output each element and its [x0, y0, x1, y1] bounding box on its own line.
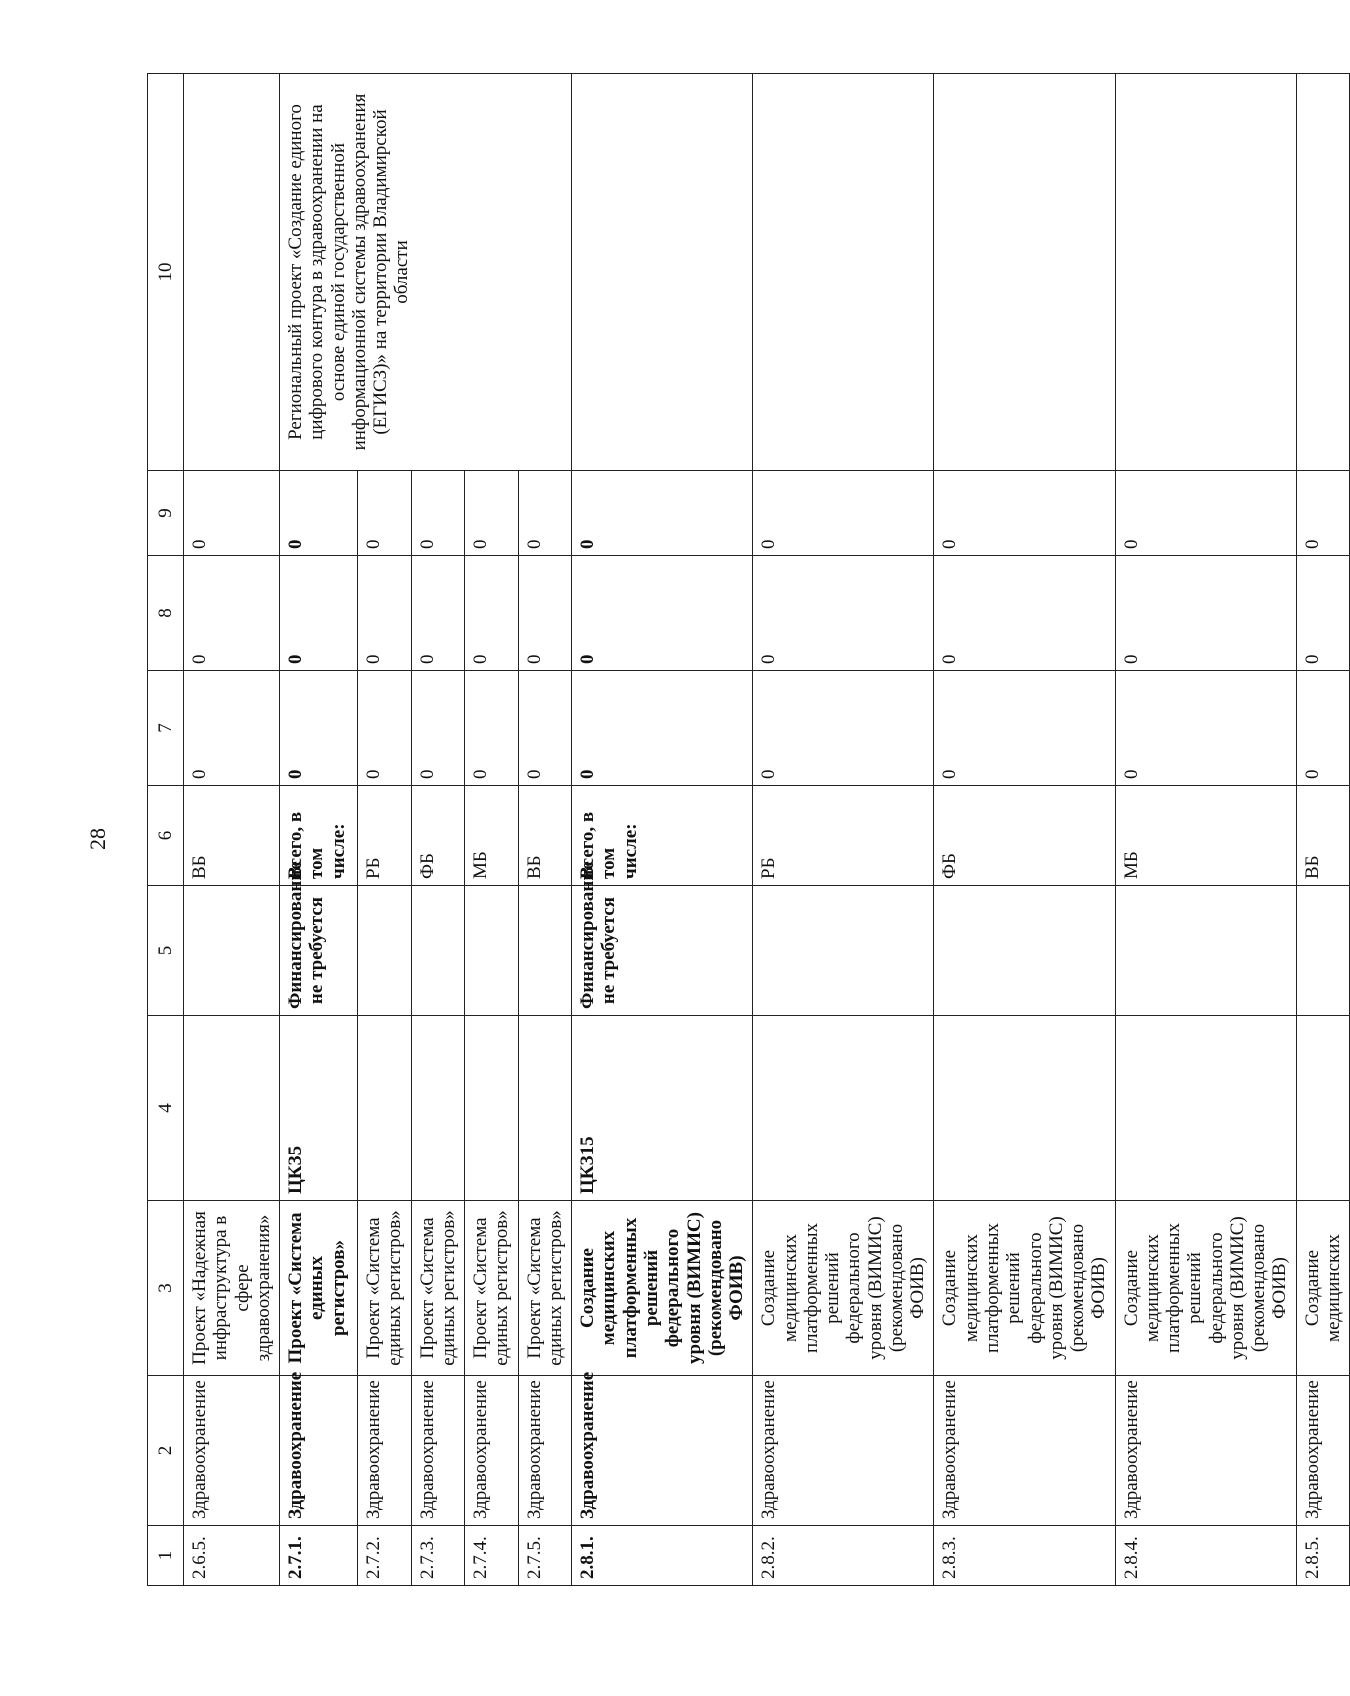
page-number: 28 — [85, 828, 110, 850]
header-cell: 9 — [148, 471, 184, 556]
header-cell: 8 — [148, 556, 184, 671]
row-source: ФБ — [934, 786, 1115, 886]
row-funding — [1296, 886, 1350, 1016]
row-domain: Здравоохранение — [753, 1376, 934, 1526]
row-code — [1296, 1016, 1350, 1201]
row-domain: Здравоохранение — [411, 1376, 465, 1526]
row-value-9: 0 — [358, 471, 412, 556]
row-domain: Здравоохранение — [358, 1376, 412, 1526]
rotated-table-container — [147, 74, 1344, 1586]
row-number: 2.6.5. — [184, 1526, 280, 1586]
row-value-7: 0 — [411, 671, 465, 786]
row-value-7: 0 — [518, 671, 572, 786]
row-value-7: 0 — [280, 671, 358, 786]
row-value-9: 0 — [465, 471, 519, 556]
header-row — [148, 74, 184, 1586]
row-number: 2.7.3. — [411, 1526, 465, 1586]
row-value-7: 0 — [465, 671, 519, 786]
row-note — [1296, 74, 1350, 471]
row-source: МБ — [1115, 786, 1296, 886]
row-note — [184, 74, 280, 471]
row-domain: Здравоохранение — [465, 1376, 519, 1526]
row-code — [518, 1016, 572, 1201]
row-code — [465, 1016, 519, 1201]
row-code — [934, 1016, 1115, 1201]
row-funding — [934, 886, 1115, 1016]
row-name: Проект «Система единых регистров» — [358, 1201, 412, 1376]
row-number: 2.7.1. — [280, 1526, 358, 1586]
header-cell: 6 — [148, 786, 184, 886]
row-note — [572, 74, 753, 471]
row-value-8: 0 — [1296, 556, 1350, 671]
header-cell: 5 — [148, 886, 184, 1016]
row-value-8: 0 — [572, 556, 753, 671]
row-source: ВБ — [518, 786, 572, 886]
row-name: Создание медицинских платформенных решений федерального уровня (ВИМИС) (рекомендовано ФОИВ) — [753, 1201, 934, 1376]
header-cell: 10 — [148, 74, 184, 471]
row-name: Создание медицинских — [1296, 1201, 1350, 1376]
row-value-9: 0 — [411, 471, 465, 556]
row-note — [753, 74, 934, 471]
table-row — [1115, 74, 1296, 1586]
row-value-8: 0 — [518, 556, 572, 671]
row-source: ВБ — [1296, 786, 1350, 886]
row-source: ФБ — [411, 786, 465, 886]
table-row — [753, 74, 934, 1586]
row-value-7: 0 — [184, 671, 280, 786]
row-funding — [753, 886, 934, 1016]
row-value-8: 0 — [934, 556, 1115, 671]
row-source: РБ — [753, 786, 934, 886]
row-name: Создание медицинских платформенных решений федерального уровня (ВИМИС) (рекомендовано ФОИВ) — [572, 1201, 753, 1376]
header-cell: 4 — [148, 1016, 184, 1201]
row-source: ВБ — [184, 786, 280, 886]
row-value-9: 0 — [753, 471, 934, 556]
row-value-7: 0 — [358, 671, 412, 786]
row-code — [411, 1016, 465, 1201]
table-row — [280, 74, 358, 1586]
row-number: 2.8.1. — [572, 1526, 753, 1586]
row-funding — [1115, 886, 1296, 1016]
row-number: 2.7.2. — [358, 1526, 412, 1586]
row-value-8: 0 — [184, 556, 280, 671]
row-value-7: 0 — [753, 671, 934, 786]
row-value-9: 0 — [572, 471, 753, 556]
row-funding — [465, 886, 519, 1016]
row-number: 2.7.5. — [518, 1526, 572, 1586]
row-value-9: 0 — [518, 471, 572, 556]
row-name: Проект «Система единых регистров» — [518, 1201, 572, 1376]
row-domain: Здравоохранение — [934, 1376, 1115, 1526]
row-domain: Здравоохранение — [184, 1376, 280, 1526]
row-name: Проект «Система единых регистров» — [465, 1201, 519, 1376]
row-code — [358, 1016, 412, 1201]
row-value-8: 0 — [1115, 556, 1296, 671]
row-value-8: 0 — [280, 556, 358, 671]
row-code — [184, 1016, 280, 1201]
row-value-7: 0 — [572, 671, 753, 786]
program-table — [147, 73, 1350, 1586]
row-funding — [184, 886, 280, 1016]
row-domain: Здравоохранение — [280, 1376, 358, 1526]
row-source: Всего, в том числе: — [280, 786, 358, 886]
row-note — [1115, 74, 1296, 471]
row-value-9: 0 — [934, 471, 1115, 556]
row-name: Создание медицинских платформенных решений федерального уровня (ВИМИС) (рекомендовано ФОИВ) — [934, 1201, 1115, 1376]
row-value-8: 0 — [358, 556, 412, 671]
row-number: 2.8.5. — [1296, 1526, 1350, 1586]
row-source: РБ — [358, 786, 412, 886]
row-code: ЦКЗ15 — [572, 1016, 753, 1201]
row-number: 2.8.2. — [753, 1526, 934, 1586]
row-value-7: 0 — [934, 671, 1115, 786]
row-value-9: 0 — [184, 471, 280, 556]
row-name: Проект «Система единых регистров» — [280, 1201, 358, 1376]
row-code — [753, 1016, 934, 1201]
row-source: МБ — [465, 786, 519, 886]
row-note — [934, 74, 1115, 471]
row-value-7: 0 — [1115, 671, 1296, 786]
row-number: 2.8.3. — [934, 1526, 1115, 1586]
row-source: Всего, в том числе: — [572, 786, 753, 886]
row-value-7: 0 — [1296, 671, 1350, 786]
header-cell: 7 — [148, 671, 184, 786]
row-number: 2.8.4. — [1115, 1526, 1296, 1586]
row-value-9: 0 — [280, 471, 358, 556]
row-value-8: 0 — [753, 556, 934, 671]
row-domain: Здравоохранение — [1115, 1376, 1296, 1526]
row-code: ЦКЗ5 — [280, 1016, 358, 1201]
table-row — [934, 74, 1115, 1586]
row-value-8: 0 — [465, 556, 519, 671]
regional-project-cell: Региональный проект «Создание единого цифрового контура в здравоохранении на основе единой государственной информационной системы здравоохранения (ЕГИСЗ)» на территории Владимирской области — [280, 74, 572, 471]
row-domain: Здравоохранение — [1296, 1376, 1350, 1526]
header-cell: 1 — [148, 1526, 184, 1586]
row-funding — [518, 886, 572, 1016]
header-cell: 2 — [148, 1376, 184, 1526]
row-funding: Финансирование не требуется — [280, 886, 358, 1016]
row-value-9: 0 — [1296, 471, 1350, 556]
row-name: Создание медицинских платформенных решений федерального уровня (ВИМИС) (рекомендовано ФОИВ) — [1115, 1201, 1296, 1376]
row-funding — [358, 886, 412, 1016]
row-value-9: 0 — [1115, 471, 1296, 556]
row-name: Проект «Система единых регистров» — [411, 1201, 465, 1376]
row-domain: Здравоохранение — [572, 1376, 753, 1526]
table-row — [572, 74, 753, 1586]
row-value-8: 0 — [411, 556, 465, 671]
table-row — [1296, 74, 1350, 1586]
row-domain: Здравоохранение — [518, 1376, 572, 1526]
row-name: Проект «Надежная инфраструктура в сфере здравоохранения» — [184, 1201, 280, 1376]
header-cell: 3 — [148, 1201, 184, 1376]
row-code — [1115, 1016, 1296, 1201]
row-number: 2.7.4. — [465, 1526, 519, 1586]
row-funding: Финансирование не требуется — [572, 886, 753, 1016]
table-row — [184, 74, 280, 1586]
row-funding — [411, 886, 465, 1016]
